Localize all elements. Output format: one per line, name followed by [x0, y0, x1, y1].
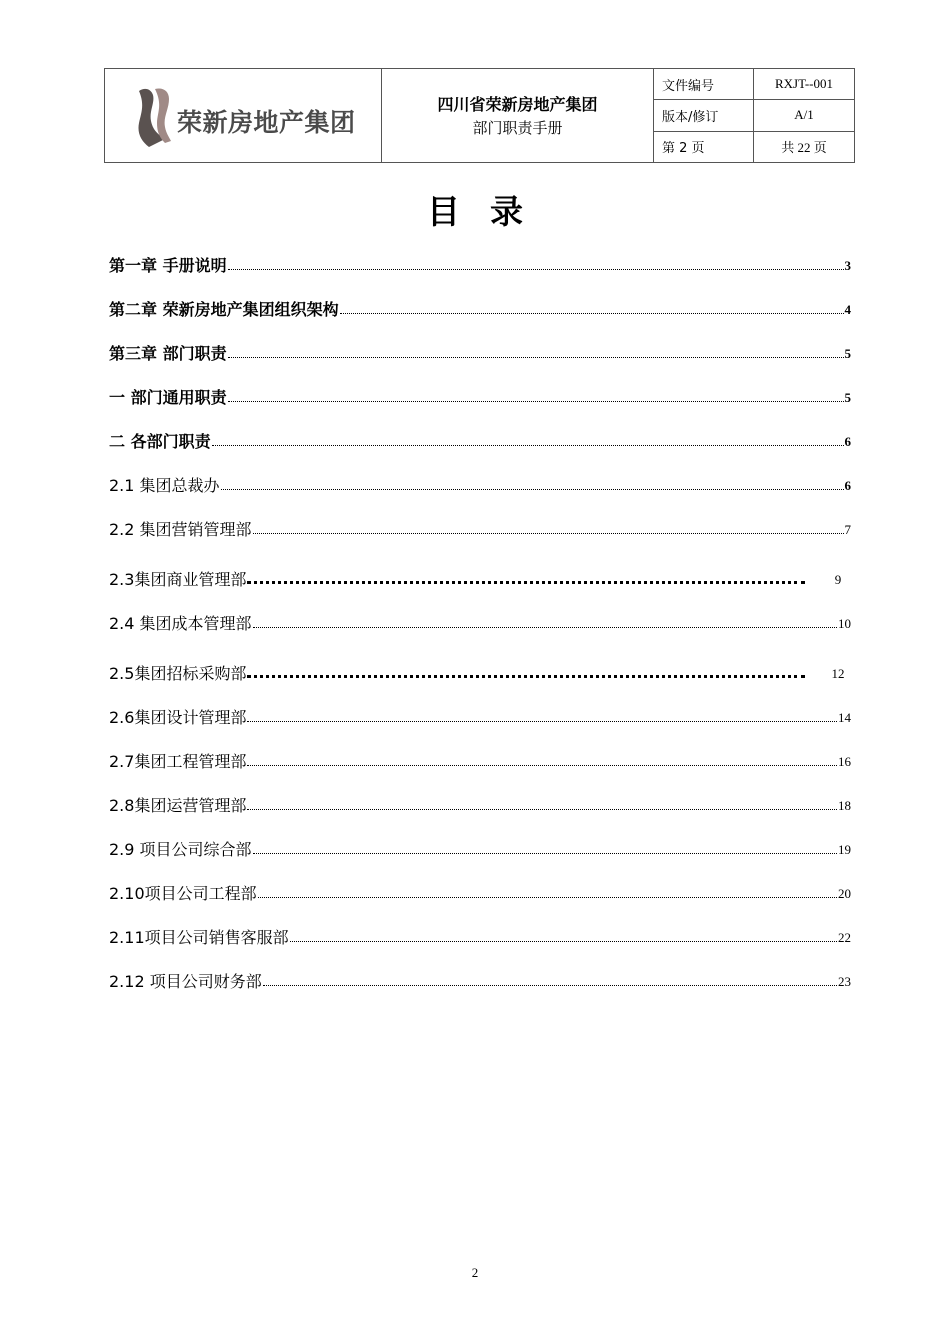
toc-entry-label: 2.6集团设计管理部	[109, 708, 247, 727]
toc-entry-page: 23	[838, 974, 851, 989]
toc-entry-page: 9	[834, 572, 842, 587]
toc-leader	[247, 674, 805, 678]
toc-leader	[247, 720, 837, 722]
toc-entry-label: 2.8集团运营管理部	[109, 796, 247, 815]
toc-entry[interactable]	[109, 966, 851, 992]
toc-entry-label: 2.12 项目公司财务部	[109, 972, 262, 991]
toc-entry-page: 10	[838, 616, 851, 631]
toc-entry-page: 3	[844, 258, 851, 273]
toc-entry-page: 16	[838, 754, 851, 769]
toc-entry[interactable]	[109, 702, 851, 728]
meta-label: 版本/修订	[654, 100, 754, 130]
toc-entry-label: 2.3集团商业管理部	[109, 570, 247, 589]
toc-entry[interactable]	[109, 746, 851, 772]
toc-entry[interactable]	[109, 426, 851, 452]
toc-entry-label: 第三章 部门职责	[109, 344, 227, 363]
toc-entry[interactable]	[109, 834, 851, 860]
toc-leader	[247, 808, 837, 810]
toc-entry-page: 5	[844, 390, 851, 405]
toc-entry-label: 2.11项目公司销售客服部	[109, 928, 289, 947]
header-title-cell	[382, 69, 654, 162]
company-logo-mark-icon	[129, 85, 173, 149]
toc-entry[interactable]	[109, 338, 851, 364]
toc-entry-page: 18	[838, 798, 851, 813]
toc-leader	[228, 268, 844, 270]
toc-leader	[247, 580, 805, 584]
toc-entry-label: 二 各部门职责	[109, 432, 211, 451]
toc-title: 目录	[427, 192, 553, 231]
toc-entry-label: 2.2 集团营销管理部	[109, 520, 252, 539]
meta-row-page	[654, 132, 854, 162]
toc-entry-label: 一 部门通用职责	[109, 388, 227, 407]
toc-entry[interactable]	[109, 658, 851, 684]
toc-entry-page: 6	[844, 434, 851, 449]
toc-entry-page: 6	[844, 478, 851, 493]
toc-entry-label: 第一章 手册说明	[109, 256, 227, 275]
toc-entry[interactable]	[109, 878, 851, 904]
toc-entry-page: 22	[838, 930, 851, 945]
toc-entry[interactable]	[109, 514, 851, 540]
meta-value: A/1	[794, 107, 814, 123]
toc-entry-label: 第二章 荣新房地产集团组织架构	[109, 300, 339, 319]
meta-row-version	[654, 100, 854, 131]
meta-value: RXJT--001	[774, 76, 834, 92]
toc-entry[interactable]	[109, 564, 851, 590]
toc-leader	[228, 400, 844, 402]
toc-entry[interactable]	[109, 294, 851, 320]
company-name: 四川省荣新房地产集团	[437, 94, 598, 114]
document-header-table	[104, 68, 855, 163]
toc-leader	[258, 896, 837, 898]
toc-entry-page: 12	[831, 666, 845, 681]
toc-leader	[263, 984, 837, 986]
header-meta	[654, 69, 854, 162]
toc-leader	[212, 444, 844, 446]
toc-entry-page: 14	[838, 710, 851, 725]
toc-entry-page: 19	[838, 842, 851, 857]
meta-label: 文件编号	[654, 69, 754, 99]
toc-entry-page: 20	[838, 886, 851, 901]
toc-leader	[253, 852, 837, 854]
toc-leader	[290, 940, 837, 942]
meta-label: 第 2 页	[654, 132, 754, 162]
toc-entry-page: 7	[844, 522, 851, 537]
toc-entry-label: 2.4 集团成本管理部	[109, 614, 252, 633]
toc-entry-page: 5	[844, 346, 851, 361]
toc-entry-page: 4	[844, 302, 851, 317]
toc-entry-label: 2.10项目公司工程部	[109, 884, 257, 903]
toc-entry-label: 2.5集团招标采购部	[109, 664, 247, 683]
toc-entry[interactable]	[109, 250, 851, 276]
toc-leader	[340, 312, 844, 314]
toc-entry[interactable]	[109, 608, 851, 634]
toc-leader	[228, 356, 844, 358]
toc-entry[interactable]	[109, 470, 851, 496]
toc-leader	[253, 626, 837, 628]
toc-leader	[253, 532, 844, 534]
meta-value: 共 22 页	[781, 140, 827, 156]
toc-entry[interactable]	[109, 790, 851, 816]
meta-row-doc-number	[654, 69, 854, 100]
company-logo	[105, 69, 382, 162]
manual-name: 部门职责手册	[472, 118, 563, 137]
toc-leader	[221, 488, 844, 490]
toc-entry-label: 2.1 集团总裁办	[109, 476, 220, 495]
company-logo-text: 荣新房地产集团	[177, 108, 356, 137]
toc-entry-label: 2.7集团工程管理部	[109, 752, 247, 771]
toc-entry[interactable]	[109, 382, 851, 408]
toc-entry-label: 2.9 项目公司综合部	[109, 840, 252, 859]
toc-leader	[247, 764, 837, 766]
page-number-footer: 2	[471, 1265, 479, 1280]
toc-entry[interactable]	[109, 922, 851, 948]
